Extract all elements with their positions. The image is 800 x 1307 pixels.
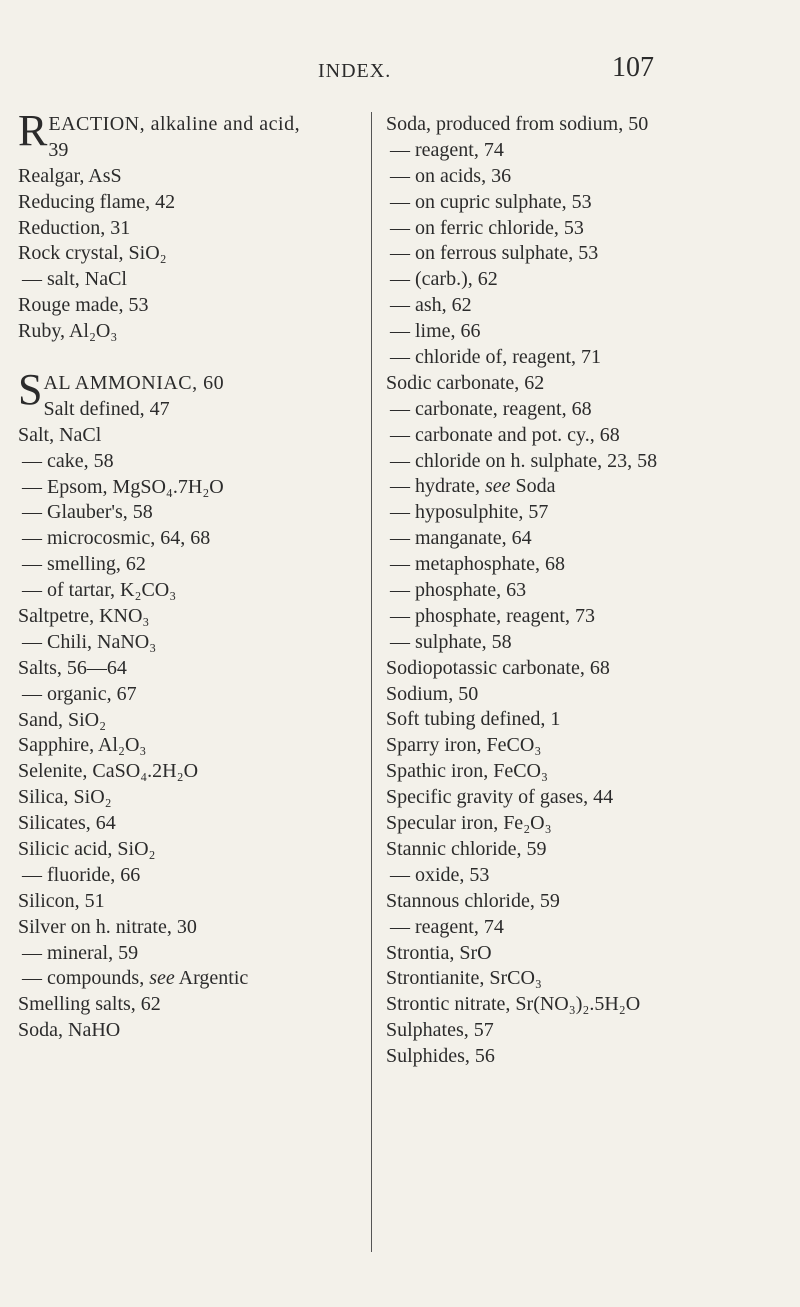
index-entry <box>386 241 786 267</box>
index-entry <box>18 267 368 293</box>
index-entry <box>386 811 786 837</box>
index-entry-text: — chloride of, reagent, 71 <box>390 346 602 369</box>
index-entry <box>18 733 368 759</box>
index-entry-text: — mineral, 59 <box>22 941 139 964</box>
index-entry <box>18 475 368 501</box>
index-entry <box>18 759 368 785</box>
index-entry <box>18 785 368 811</box>
index-entry-text: — on cupric sulphate, 53 <box>390 190 592 213</box>
index-entry <box>18 552 368 578</box>
index-entry-text: — manganate, 64 <box>390 527 532 550</box>
section-s-entries <box>18 423 368 1044</box>
index-entry <box>18 216 368 242</box>
index-entry <box>386 293 786 319</box>
index-entry-text: — Chili, NaNO₃ <box>22 630 157 653</box>
index-entry <box>386 837 786 863</box>
see-reference: see <box>149 967 175 990</box>
index-entry <box>386 423 786 449</box>
index-entry <box>386 500 786 526</box>
dropcap-s: S <box>18 364 43 414</box>
index-entry-text: — chloride on h. sulphate, 23, 58 <box>390 449 658 472</box>
index-entry-text: — Glauber's, 58 <box>22 501 153 524</box>
index-entry <box>18 941 368 967</box>
index-entry <box>386 319 786 345</box>
right-entries <box>386 112 786 1070</box>
index-entry-text: Selenite, CaSO₄.2H₂O <box>18 760 199 783</box>
index-entry: AL AMMONIAC, 60 <box>43 371 225 394</box>
index-entry <box>18 604 368 630</box>
index-entry-text: — microcosmic, 64, 68 <box>22 527 211 550</box>
index-entry <box>18 293 368 319</box>
page-number: 107 <box>612 52 654 83</box>
index-entry <box>18 889 368 915</box>
index-entry <box>386 449 786 475</box>
column-divider <box>371 112 372 1252</box>
index-entry-text: — cake, 58 <box>22 449 114 472</box>
index-entry-text: Sodium, 50 <box>386 682 479 705</box>
index-entry <box>18 578 368 604</box>
index-entry-text: — oxide, 53 <box>390 863 490 886</box>
index-entry-text: Silicic acid, SiO₂ <box>18 837 156 860</box>
index-entry-text: Salt, NaCl <box>18 423 102 446</box>
index-entry <box>386 966 786 992</box>
index-entry-continuation: Salt defined, 47 <box>43 397 170 420</box>
index-entry-text: Sodic carbonate, 62 <box>386 371 545 394</box>
index-entry <box>386 604 786 630</box>
index-entry <box>18 449 368 475</box>
index-entry-text: — hydrate, <box>390 475 485 498</box>
index-entry-text: Sapphire, Al₂O₃ <box>18 734 147 757</box>
index-entry-text: — on ferrous sulphate, 53 <box>390 242 599 265</box>
index-entry-continuation: 39 <box>48 138 69 161</box>
index-entry-text: — on acids, 36 <box>390 164 512 187</box>
index-entry-text: — phosphate, 63 <box>390 579 527 602</box>
index-entry <box>18 190 368 216</box>
index-column-left <box>18 106 368 1044</box>
index-entry-text: Specific gravity of gases, 44 <box>386 786 614 809</box>
index-entry-text: — fluoride, 66 <box>22 863 141 886</box>
index-entry-text: Salts, 56—64 <box>18 656 127 679</box>
index-entry <box>386 1018 786 1044</box>
index-entry <box>386 216 786 242</box>
index-entry-text: — lime, 66 <box>390 320 481 343</box>
index-entry-text: Reduction, 31 <box>18 216 131 239</box>
index-entry-text: Stannous chloride, 59 <box>386 889 560 912</box>
index-entry-text: Strontic nitrate, Sr(NO₃)₂.5H₂O <box>386 993 641 1016</box>
index-entry <box>386 371 786 397</box>
index-entry <box>18 966 368 992</box>
index-entry <box>386 785 786 811</box>
index-entry <box>18 682 368 708</box>
index-entry <box>18 708 368 734</box>
index-entry <box>18 837 368 863</box>
index-entry <box>386 941 786 967</box>
index-entry <box>18 1018 368 1044</box>
index-entry-text: — ash, 62 <box>390 294 472 317</box>
index-entry-text: Sulphates, 57 <box>386 1019 494 1042</box>
index-entry <box>18 319 368 345</box>
section-r-entries <box>18 164 368 345</box>
index-entry <box>386 552 786 578</box>
index-entry-text: — smelling, 62 <box>22 553 146 576</box>
index-entry <box>386 863 786 889</box>
index-entry-text: — organic, 67 <box>22 682 137 705</box>
index-entry-text: Smelling salts, 62 <box>18 993 161 1016</box>
index-entry-text: Strontia, SrO <box>386 941 492 964</box>
index-entry <box>18 863 368 889</box>
running-title: INDEX. <box>318 60 392 82</box>
index-entry-text: — carbonate, reagent, 68 <box>390 397 592 420</box>
index-entry-text: Soft tubing defined, 1 <box>386 708 561 731</box>
index-entry-text: Silver on h. nitrate, 30 <box>18 915 197 938</box>
index-entry-text: Stannic chloride, 59 <box>386 837 547 860</box>
index-entry <box>386 992 786 1018</box>
index-entry <box>18 164 368 190</box>
index-entry <box>18 423 368 449</box>
index-entry <box>386 915 786 941</box>
index-entry-text: Rock crystal, SiO₂ <box>18 242 167 265</box>
index-entry <box>386 138 786 164</box>
index-entry <box>386 733 786 759</box>
index-entry <box>386 526 786 552</box>
index-entry <box>386 345 786 371</box>
index-entry <box>18 915 368 941</box>
index-entry <box>386 164 786 190</box>
index-entry-text: — reagent, 74 <box>390 915 504 938</box>
index-entry-text: — hyposulphite, 57 <box>390 501 549 524</box>
index-entry-text: Realgar, AsS <box>18 164 122 187</box>
index-entry <box>386 112 786 138</box>
index-entry-text: — phosphate, reagent, 73 <box>390 604 595 627</box>
index-entry <box>386 397 786 423</box>
index-entry-text: Soda, NaHO <box>18 1019 121 1042</box>
index-entry <box>386 707 786 733</box>
index-entry <box>386 474 786 500</box>
index-entry <box>18 656 368 682</box>
index-entry <box>386 889 786 915</box>
index-entry-text: — Epsom, MgSO₄.7H₂O <box>22 475 224 498</box>
see-reference: see <box>484 475 511 498</box>
index-column-right <box>386 112 786 1070</box>
index-entry-text: — sulphate, 58 <box>390 630 512 653</box>
index-entry-text: Spathic iron, FeCO₃ <box>386 760 548 783</box>
index-entry <box>386 190 786 216</box>
section-gap <box>18 345 368 371</box>
index-entry-text: — salt, NaCl <box>22 268 127 291</box>
index-entry-text: — metaphosphate, 68 <box>390 553 565 576</box>
index-entry <box>18 526 368 552</box>
index-entry <box>18 241 368 267</box>
index-entry-text: Strontianite, SrCO₃ <box>386 967 542 990</box>
see-target: Argentic <box>174 967 249 990</box>
index-entry-text: — (carb.), 62 <box>390 268 498 291</box>
index-entry <box>386 1044 786 1070</box>
index-entry-text: Rouge made, 53 <box>18 294 149 317</box>
index-entry <box>386 267 786 293</box>
index-entry-text: Sand, SiO₂ <box>18 708 107 731</box>
index-entry-text: — compounds, <box>22 967 150 990</box>
index-entry-text: Ruby, Al₂O₃ <box>18 320 118 343</box>
index-entry-text: — carbonate and pot. cy., 68 <box>390 423 620 446</box>
dropcap-r: R <box>18 106 48 155</box>
index-entry <box>18 811 368 837</box>
index-entry-text: Reducing flame, 42 <box>18 190 176 213</box>
index-entry-text: Sparry iron, FeCO₃ <box>386 734 542 757</box>
index-entry-text: — of tartar, K₂CO₃ <box>22 579 177 602</box>
running-head <box>0 52 800 82</box>
index-entry-text: Silicates, 64 <box>18 812 116 835</box>
index-entry <box>18 630 368 656</box>
index-entry-text: Specular iron, Fe₂O₃ <box>386 812 552 835</box>
see-target: Soda <box>510 475 556 498</box>
index-entry: EACTION, alkaline and acid, <box>48 113 301 135</box>
index-entry-text: Sulphides, 56 <box>386 1045 495 1068</box>
index-entry <box>386 682 786 708</box>
index-entry <box>18 992 368 1018</box>
index-entry-text: Silicon, 51 <box>18 889 105 912</box>
index-entry <box>386 656 786 682</box>
index-entry <box>18 500 368 526</box>
index-entry <box>386 578 786 604</box>
index-entry <box>386 759 786 785</box>
index-entry-text: Soda, produced from sodium, 50 <box>386 113 649 135</box>
index-entry-text: — on ferric chloride, 53 <box>390 216 584 239</box>
index-entry-text: — reagent, 74 <box>390 138 504 161</box>
index-entry-text: Silica, SiO₂ <box>18 786 112 809</box>
index-entry <box>386 630 786 656</box>
index-entry-text: Saltpetre, KNO₃ <box>18 604 150 627</box>
index-entry-text: Sodiopotassic carbonate, 68 <box>386 656 610 679</box>
